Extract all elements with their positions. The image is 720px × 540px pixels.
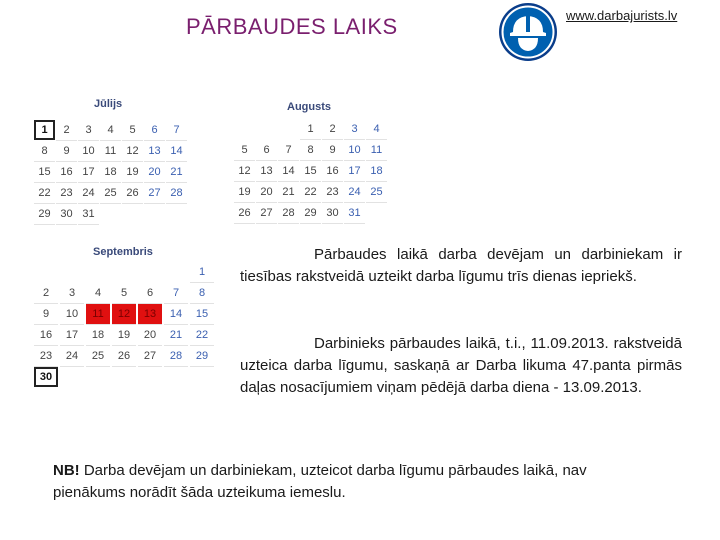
- safety-helmet-sign-icon: [498, 2, 558, 62]
- calendar-day: 21: [164, 325, 188, 346]
- calendar-day: 24: [60, 346, 84, 367]
- calendar-day: 4: [366, 119, 387, 140]
- calendar-empty-cell: [366, 203, 387, 223]
- calendar-day: 22: [190, 325, 214, 346]
- calendar-empty-cell: [138, 262, 162, 282]
- calendar-day: 9: [56, 141, 77, 162]
- page-title: PĀRBAUDES LAIKS: [186, 14, 398, 39]
- paragraph-example: [240, 333, 682, 399]
- calendar-day: 9: [322, 140, 343, 161]
- calendar-day: 5: [122, 120, 143, 141]
- calendar-day: 31: [344, 203, 365, 224]
- calendar-day: 19: [234, 182, 255, 203]
- calendar-day: 21: [278, 182, 299, 203]
- calendar-empty-cell: [100, 204, 121, 224]
- calendar-day: 7: [164, 283, 188, 304]
- calendar-day: 28: [278, 203, 299, 224]
- calendar-day: 16: [34, 325, 58, 346]
- calendar-day: 18: [366, 161, 387, 182]
- calendar-day: 11: [86, 304, 110, 325]
- calendar-empty-cell: [234, 119, 255, 139]
- calendar-day: 23: [322, 182, 343, 203]
- calendar-empty-cell: [60, 262, 84, 282]
- calendar-day: 8: [300, 140, 321, 161]
- calendar-empty-cell: [86, 262, 110, 282]
- calendar-august: [234, 119, 387, 224]
- calendar-day: 10: [78, 141, 99, 162]
- calendar-day: 13: [138, 304, 162, 325]
- calendar-day: 28: [166, 183, 187, 204]
- calendar-empty-cell: [86, 367, 110, 387]
- calendar-day: 10: [344, 140, 365, 161]
- calendar-day: 19: [112, 325, 136, 346]
- nb-label: NB!: [53, 462, 80, 479]
- calendar-day: 15: [34, 162, 55, 183]
- calendar-empty-cell: [60, 367, 84, 387]
- calendar-day: 16: [322, 161, 343, 182]
- calendar-day: 5: [234, 140, 255, 161]
- paragraph-text: Pārbaudes laikā darba devējam un darbiniekam ir tiesības rakstveidā uzteikt darba līgumu trīs dienas iepriekš.: [240, 246, 682, 285]
- calendar-day: 12: [112, 304, 136, 325]
- calendar-empty-cell: [164, 367, 188, 387]
- calendar-empty-cell: [122, 204, 143, 224]
- calendar-empty-cell: [138, 367, 162, 387]
- calendar-day: 18: [100, 162, 121, 183]
- calendar-day: 9: [34, 304, 58, 325]
- calendar-empty-cell: [190, 367, 214, 387]
- calendar-day: 14: [164, 304, 188, 325]
- calendar-day: 13: [256, 161, 277, 182]
- calendar-day: 27: [138, 346, 162, 367]
- calendar-day: 29: [190, 346, 214, 367]
- month-title-september: Septembris: [93, 246, 153, 258]
- calendar-day: 14: [278, 161, 299, 182]
- calendar-day: 30: [34, 367, 58, 387]
- calendar-day: 4: [100, 120, 121, 141]
- calendar-day: 26: [234, 203, 255, 224]
- calendar-day: 23: [56, 183, 77, 204]
- month-title-august: Augusts: [287, 101, 331, 113]
- calendar-empty-cell: [144, 204, 165, 224]
- calendar-day: 2: [34, 283, 58, 304]
- calendar-day: 21: [166, 162, 187, 183]
- paragraph-text: Darbinieks pārbaudes laikā, t.i., 11.09.2013. rakstveidā uzteica darba līgumu, saskaņā ar Darba likuma 47.panta pirmās daļas nosacījumiem viņam pēdējā darba diena - 13.09.2013.: [240, 335, 682, 396]
- calendar-day: 19: [122, 162, 143, 183]
- calendar-empty-cell: [34, 262, 58, 282]
- calendar-empty-cell: [112, 262, 136, 282]
- calendar-day: 20: [256, 182, 277, 203]
- calendar-day: 20: [144, 162, 165, 183]
- calendar-day: 7: [166, 120, 187, 141]
- calendar-day: 15: [190, 304, 214, 325]
- calendar-day: 16: [56, 162, 77, 183]
- calendar-day: 29: [34, 204, 55, 225]
- calendar-empty-cell: [112, 367, 136, 387]
- calendar-day: 17: [60, 325, 84, 346]
- calendar-day: 25: [100, 183, 121, 204]
- calendar-day: 1: [190, 262, 214, 283]
- calendar-empty-cell: [164, 262, 188, 282]
- nb-note: [53, 460, 663, 504]
- calendar-day: 5: [112, 283, 136, 304]
- nb-text: Darba devējam un darbiniekam, uzteicot darba līgumu pārbaudes laikā, nav pienākums norādīt šāda uzteikuma iemeslu.: [53, 462, 587, 501]
- calendar-day: 18: [86, 325, 110, 346]
- website-link[interactable]: www.darbajurists.lv: [566, 8, 678, 23]
- calendar-day: 3: [60, 283, 84, 304]
- calendar-day: 22: [300, 182, 321, 203]
- calendar-day: 29: [300, 203, 321, 224]
- calendar-day: 7: [278, 140, 299, 161]
- calendar-day: 25: [86, 346, 110, 367]
- calendar-day: 24: [78, 183, 99, 204]
- calendar-day: 6: [138, 283, 162, 304]
- calendar-day: 31: [78, 204, 99, 225]
- calendar-day: 28: [164, 346, 188, 367]
- calendar-day: 6: [256, 140, 277, 161]
- calendar-day: 25: [366, 182, 387, 203]
- calendar-july: [34, 120, 187, 225]
- calendar-day: 11: [366, 140, 387, 161]
- calendar-day: 1: [34, 120, 55, 140]
- calendar-day: 17: [344, 161, 365, 182]
- calendar-day: 26: [112, 346, 136, 367]
- calendar-day: 12: [122, 141, 143, 162]
- calendar-day: 30: [56, 204, 77, 225]
- calendar-empty-cell: [278, 119, 299, 139]
- calendar-day: 27: [256, 203, 277, 224]
- calendar-day: 17: [78, 162, 99, 183]
- calendar-day: 15: [300, 161, 321, 182]
- calendar-day: 20: [138, 325, 162, 346]
- calendar-day: 14: [166, 141, 187, 162]
- paragraph-trial-period-rule: [240, 244, 682, 288]
- calendar-day: 4: [86, 283, 110, 304]
- calendar-day: 22: [34, 183, 55, 204]
- calendar-empty-cell: [166, 204, 187, 224]
- calendar-day: 6: [144, 120, 165, 141]
- calendar-day: 8: [190, 283, 214, 304]
- calendar-day: 27: [144, 183, 165, 204]
- calendar-day: 2: [56, 120, 77, 141]
- calendar-day: 10: [60, 304, 84, 325]
- calendar-day: 26: [122, 183, 143, 204]
- calendar-day: 3: [344, 119, 365, 140]
- calendar-september: [34, 262, 214, 387]
- calendar-empty-cell: [256, 119, 277, 139]
- month-title-july: Jūlijs: [94, 98, 123, 110]
- calendar-day: 1: [300, 119, 321, 140]
- calendar-day: 13: [144, 141, 165, 162]
- calendar-day: 2: [322, 119, 343, 140]
- calendar-day: 23: [34, 346, 58, 367]
- calendar-day: 3: [78, 120, 99, 141]
- calendar-day: 11: [100, 141, 121, 162]
- calendar-day: 8: [34, 141, 55, 162]
- calendar-day: 24: [344, 182, 365, 203]
- calendar-day: 12: [234, 161, 255, 182]
- calendar-day: 30: [322, 203, 343, 224]
